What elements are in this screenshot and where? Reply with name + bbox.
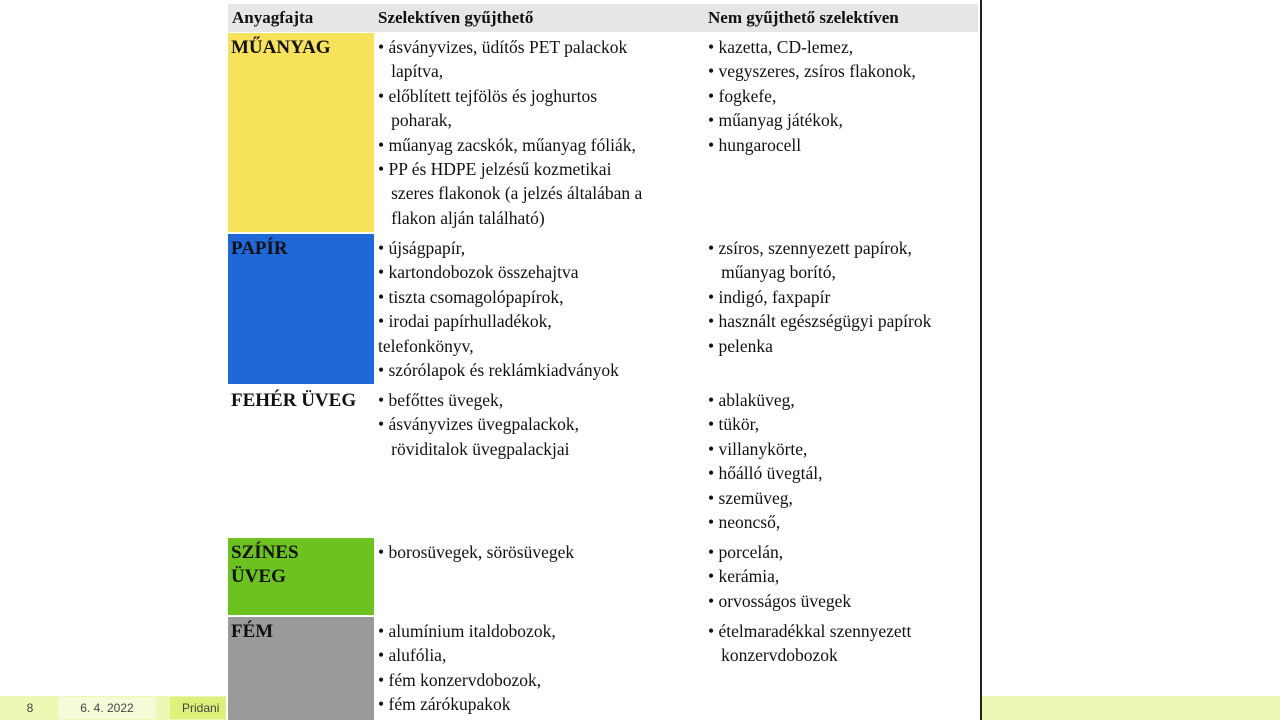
category-label: PAPÍR [231, 238, 288, 259]
list-item: • előblített tejfölös és joghurtos [378, 85, 598, 106]
list-item: • irodai papírhulladékok, [378, 311, 552, 332]
list-item: • hungarocell [708, 134, 802, 155]
recycling-table [226, 0, 982, 720]
list-item: konzervdobozok [708, 645, 838, 666]
list-item: műanyag borító, [708, 262, 836, 283]
table-header-row [228, 4, 978, 32]
list-item: röviditalok üvegpalackjai [378, 438, 570, 459]
list-item: • PP és HDPE jelzésű kozmetikai [378, 159, 612, 180]
collectable-list [378, 236, 619, 382]
collectable-list [378, 35, 642, 230]
list-item: • vegyszeres, zsíros flakonok, [708, 61, 916, 82]
list-item: • használt egészségügyi papírok [708, 311, 932, 332]
list-item: • villanykörte, [708, 438, 808, 459]
category-swatch [228, 33, 374, 232]
list-item: • fogkefe, [708, 85, 777, 106]
list-item: • ablaküveg, [708, 390, 795, 410]
list-item: • neoncső, [708, 512, 781, 533]
list-item: flakon alján található) [378, 207, 545, 228]
list-item: • műanyag zacskók, műanyag fóliák, [378, 134, 636, 155]
collectable-list [378, 388, 579, 461]
collectable-list [378, 619, 556, 717]
not-collectable-list [708, 619, 911, 668]
list-item: • orvosságos üvegek [708, 590, 852, 611]
list-item: • újságpapír, [378, 238, 466, 258]
list-item: • fém zárókupakok [378, 694, 511, 715]
list-item: telefonkönyv, [378, 335, 474, 356]
not-collectable-list [708, 236, 931, 358]
table-row-muanyag [228, 33, 978, 232]
list-item: • befőttes üvegek, [378, 390, 504, 410]
list-item: • kartondobozok összehajtva [378, 262, 579, 283]
list-item: • indigó, faxpapír [708, 286, 831, 307]
table-row-feher-uveg [228, 386, 978, 536]
list-item: • pelenka [708, 335, 773, 356]
not-collectable-list [708, 35, 916, 157]
list-item: • borosüvegek, sörösüvegek [378, 542, 575, 562]
list-item: • zsíros, szennyezett papírok, [708, 238, 912, 258]
list-item: • alufólia, [378, 645, 447, 666]
header-collectable: Szelektíven gyűjthető [378, 8, 534, 27]
list-item: poharak, [378, 110, 452, 131]
list-item: • kazetta, CD-lemez, [708, 37, 854, 57]
list-item: • ásványvizes üvegpalackok, [378, 414, 579, 435]
table-row-papir [228, 234, 978, 384]
category-label-line: ÜVEG [231, 566, 286, 587]
list-item: • szemüveg, [708, 487, 793, 508]
not-collectable-list [708, 540, 851, 613]
table-row-szines-uveg [228, 538, 978, 615]
header-material-type: Anyagfajta [232, 8, 314, 27]
list-item: • ásványvizes, üdítős PET palackok [378, 37, 628, 57]
category-label: FEHÉR ÜVEG [231, 390, 357, 411]
list-item: • kerámia, [708, 566, 780, 587]
slide-number: 8 [26, 701, 34, 715]
list-item: • szórólapok és reklámkiadványok [378, 360, 619, 381]
list-item: • ételmaradékkal szennyezett [708, 621, 912, 641]
category-label: MŰANYAG [231, 37, 331, 58]
slide-footer-title: Pridani [170, 697, 242, 719]
list-item: • alumínium italdobozok, [378, 621, 556, 641]
list-item: • fém konzervdobozok, [378, 669, 542, 690]
category-label-line: SZÍNES [231, 542, 299, 563]
list-item: • tiszta csomagolópapírok, [378, 286, 564, 307]
list-item: • tükör, [708, 414, 760, 435]
category-label [231, 541, 377, 589]
category-label: FÉM [231, 621, 274, 642]
list-item: • hőálló üvegtál, [708, 463, 823, 484]
list-item: szeres flakonok (a jelzés általában a [378, 183, 643, 204]
not-collectable-list [708, 388, 823, 534]
header-not-collectable: Nem gyűjthető szelektíven [708, 8, 899, 27]
list-item: • műanyag játékok, [708, 110, 843, 131]
table-row-fem [228, 617, 978, 720]
slide-date: 6. 4. 2022 [58, 697, 156, 719]
collectable-list [378, 540, 574, 564]
list-item: • porcelán, [708, 542, 784, 562]
list-item: lapítva, [378, 61, 444, 82]
